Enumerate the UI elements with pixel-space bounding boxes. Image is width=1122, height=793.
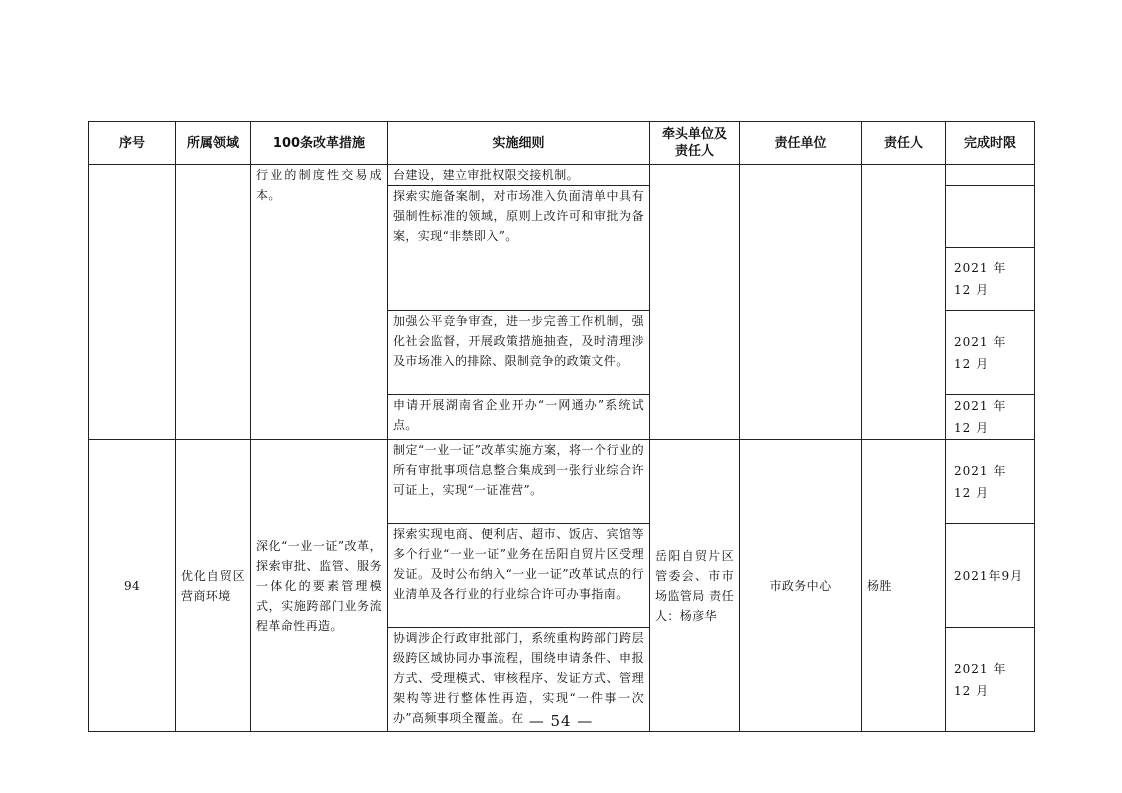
header-domain: 所属领域: [176, 122, 251, 165]
header-person: 责任人: [862, 122, 946, 165]
cont-domain-cell: [176, 165, 251, 440]
detail-cell: [388, 311, 650, 395]
detail-text: 台建设，建立审批权限交接机制。: [393, 168, 580, 182]
detail-text: 申请开展湖南省企业开办“一网通办”系统试点。: [393, 398, 644, 432]
detail-cell: [388, 395, 650, 440]
row-lead: 岳阳自贸片区管委会、市市场监管局 责任人：杨彦华: [655, 548, 734, 623]
deadline-cell: [946, 440, 1035, 524]
deadline-text: 2021 年 12 月: [954, 463, 1007, 500]
deadline-text: 2021 年 12 月: [954, 661, 1007, 698]
cont-number-cell: [89, 165, 176, 440]
header-details: 实施细则: [388, 122, 650, 165]
table-header-row: [89, 122, 1035, 165]
header-measure: 100条改革措施: [251, 122, 388, 165]
row-domain: 优化自贸区营商环境: [181, 568, 245, 603]
deadline-text: 2021年9月: [954, 568, 1024, 583]
cont-measure-cell: [251, 165, 388, 440]
row-measure-cell: [251, 440, 388, 732]
page-number: — 54 —: [528, 712, 594, 730]
row-measure: 深化“一业一证”改革，探索审批、监管、服务一体化的要素管理模式，实施跨部门业务流程革命性再造。: [256, 538, 382, 633]
row-person: 杨胜: [867, 578, 892, 593]
detail-cell: [388, 524, 650, 628]
detail-text: 制定“一业一证”改革实施方案，将一个行业的所有审批事项信息整合集成到一张行业综合许可证上，实现“一证准营”。: [393, 443, 644, 497]
row-number: 94: [123, 578, 141, 593]
deadline-text: 2021 年 12 月: [954, 334, 1007, 371]
header-number: 序号: [89, 122, 176, 165]
header-lead: 牵头单位及责任人: [650, 122, 740, 165]
table-row: [89, 165, 1035, 186]
deadline-cell: [946, 248, 1035, 311]
deadline-text: 2021 年 12 月: [954, 261, 1007, 297]
row-unit-cell: [740, 440, 862, 732]
deadline-cell: [946, 395, 1035, 440]
detail-cell: [388, 165, 650, 186]
header-deadline: 完成时限: [946, 122, 1035, 165]
detail-text: 协调涉企行政审批部门，系统重构跨部门跨层级跨区域协同办事流程，围绕申请条件、申报方式、受理模式、审核程序、发证方式、管理架构等进行整体性再造，实现“一件事一次办”高频事项全覆盖。在: [393, 631, 644, 725]
table-row: [89, 440, 1035, 524]
cont-lead-cell: [650, 165, 740, 440]
cont-measure-text: 行业的制度性交易成本。: [256, 168, 382, 202]
deadline-cell: [946, 524, 1035, 628]
cont-person-cell: [862, 165, 946, 440]
deadline-cell: [946, 165, 1035, 186]
row-person-cell: [862, 440, 946, 732]
row-lead-cell: [650, 440, 740, 732]
detail-text: 探索实现电商、便利店、超市、饭店、宾馆等多个行业“一业一证”业务在岳阳自贸片区受理发证。及时公布纳入“一业一证”改革试点的行业清单及各行业的行业综合许可办事指南。: [393, 527, 644, 601]
row-number-cell: [89, 440, 176, 732]
cont-unit-cell: [740, 165, 862, 440]
row-domain-cell: [176, 440, 251, 732]
deadline-cell: [946, 311, 1035, 395]
row-unit: 市政务中心: [769, 578, 832, 593]
detail-text: 探索实施备案制，对市场准入负面清单中具有强制性标准的领域，原则上改许可和审批为备案，实现“非禁即入”。: [393, 189, 644, 243]
detail-cell: [388, 440, 650, 524]
detail-text: 加强公平竞争审查，进一步完善工作机制，强化社会监督，开展政策措施抽查，及时清理涉及市场准入的排除、限制竞争的政策文件。: [393, 314, 644, 368]
detail-cell: [388, 186, 650, 311]
header-unit: 责任单位: [740, 122, 862, 165]
deadline-spacer-cell: [946, 186, 1035, 248]
deadline-text: 2021 年 12 月: [954, 399, 1007, 435]
reform-table: [88, 121, 1035, 732]
